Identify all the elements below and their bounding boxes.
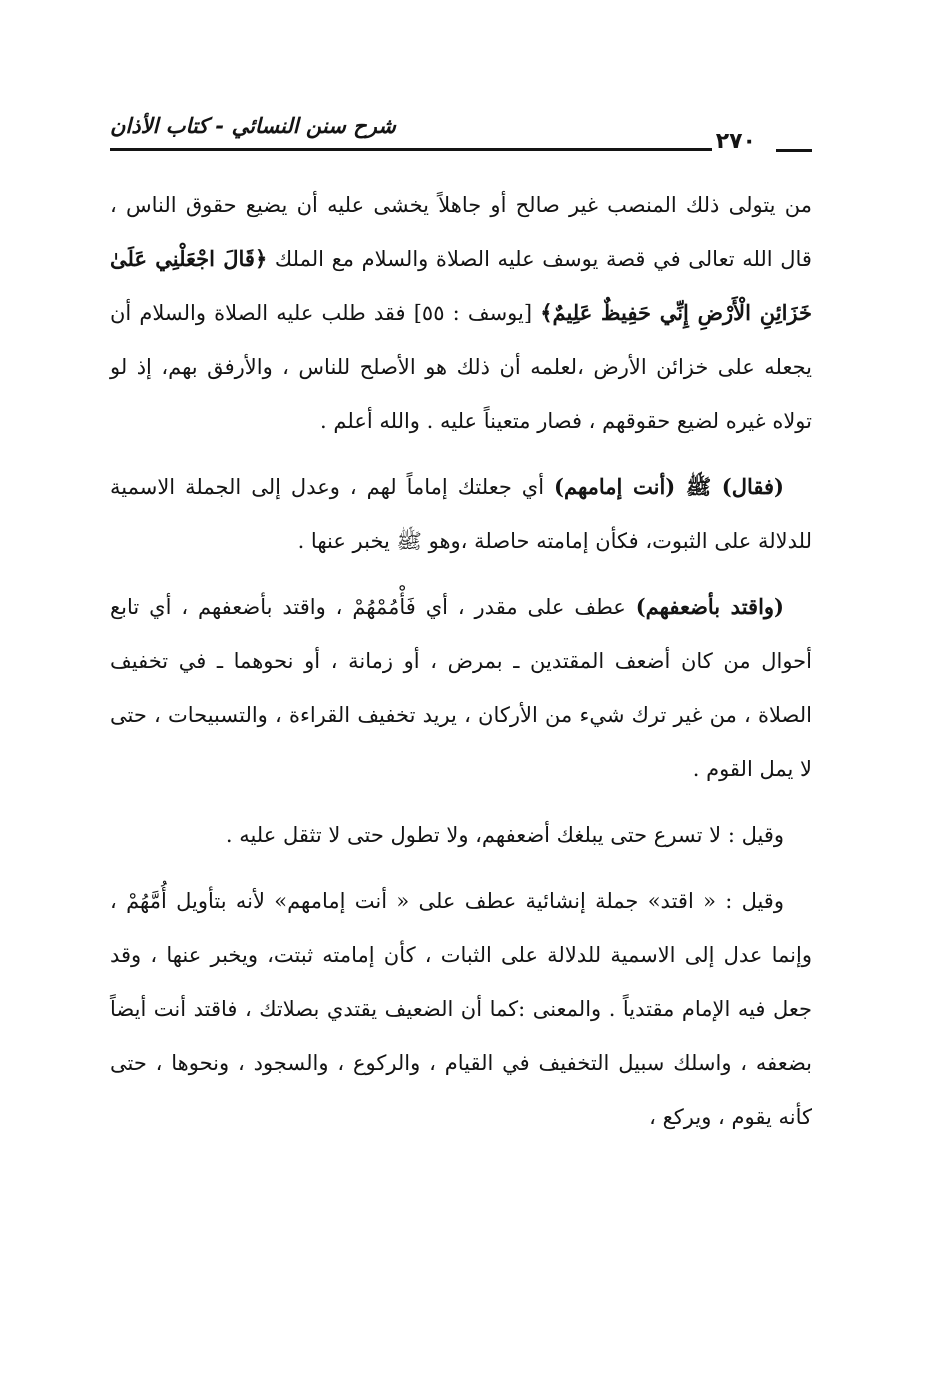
paragraph-1-text: من يتولى ذلك المنصب غير صالح أو جاهلاً يخشى عليه أن يضيع حقوق الناس ، قال الله تعالى في قصة يوسف عليه الصلاة والسلام مع الملك: [110, 193, 812, 271]
paragraph-2: [110, 460, 812, 568]
header-rule: [110, 148, 712, 151]
paragraph-5: [110, 874, 812, 1144]
paragraph-1: [110, 178, 812, 448]
running-header: [110, 112, 812, 160]
paragraph-3-text: عطف على مقدر ، أي فَأْمُمْهُمْ ، واقتد بأضعفهم ، أي تابع أحوال من كان أضعف المقتدين ـ بمرض ، أو زمانة ، أو نحوهما ـ في تخفيف الصلاة ، من غير ترك شيء من الأركان ، يريد تخفيف القراءة ، والتسبيحات ، حتى لا يمل القوم .: [110, 595, 812, 781]
paragraph-4-text: وقيل : لا تسرع حتى يبلغك أضعفهم، ولا تطول حتى لا تثقل عليه .: [225, 823, 784, 847]
paragraph-3: [110, 580, 812, 796]
paragraph-5-text: وقيل : « اقتد» جملة إنشائية عطف على « أنت إمامهم» لأنه بتأويل أُمَّهُمْ ، وإنما عدل إلى الاسمية للدلالة على الثبات ، كأن إمامته ثبتت، ويخبر عنها ، وقد جعل فيه الإمام مقتدياً . والمعنى :كما أن الضعيف يقتدي بصلاتك ، فاقتد أنت أيضاً بضعفه ، واسلك سبيل التخفيف في القيام ، والركوع ، والسجود ، ونحوها ، حتى كأنه يقوم ، ويركع ،: [110, 889, 812, 1129]
paragraph-4: [110, 808, 812, 862]
book-title: شرح سنن النسائي - كتاب الأذان: [110, 114, 396, 138]
hadith-phrase: (فقال) ﷺ (أنت إمامهم): [554, 474, 784, 499]
paragraph-2-text: أي جعلتك إماماً لهم ، وعدل إلى الجملة الاسمية للدلالة على الثبوت، فكأن إمامته حاصلة ،وهو ﷺ يخبر عنها .: [110, 475, 812, 553]
page-number-dash: [776, 149, 812, 152]
quran-verse: ﴿قَالَ اجْعَلْنِي عَلَىٰ خَزَائِنِ الْأَرْضِ إِنِّي حَفِيظٌ عَلِيمٌ﴾: [110, 246, 812, 325]
paragraph-1-text-continued: [يوسف : ٥٥] فقد طلب عليه الصلاة والسلام أن يجعله على خزائن الأرض ،لعلمه أن ذلك هو الأصلح للناس ، والأرفق بهم، إذ لو تولاه غيره لضيع حقوقهم ، فصار متعيناً عليه . والله أعلم .: [110, 301, 812, 433]
page-number: ٢٧٠: [715, 129, 756, 154]
hadith-phrase: (واقتد بأضعفهم): [635, 594, 784, 619]
body-text: [110, 178, 812, 1144]
